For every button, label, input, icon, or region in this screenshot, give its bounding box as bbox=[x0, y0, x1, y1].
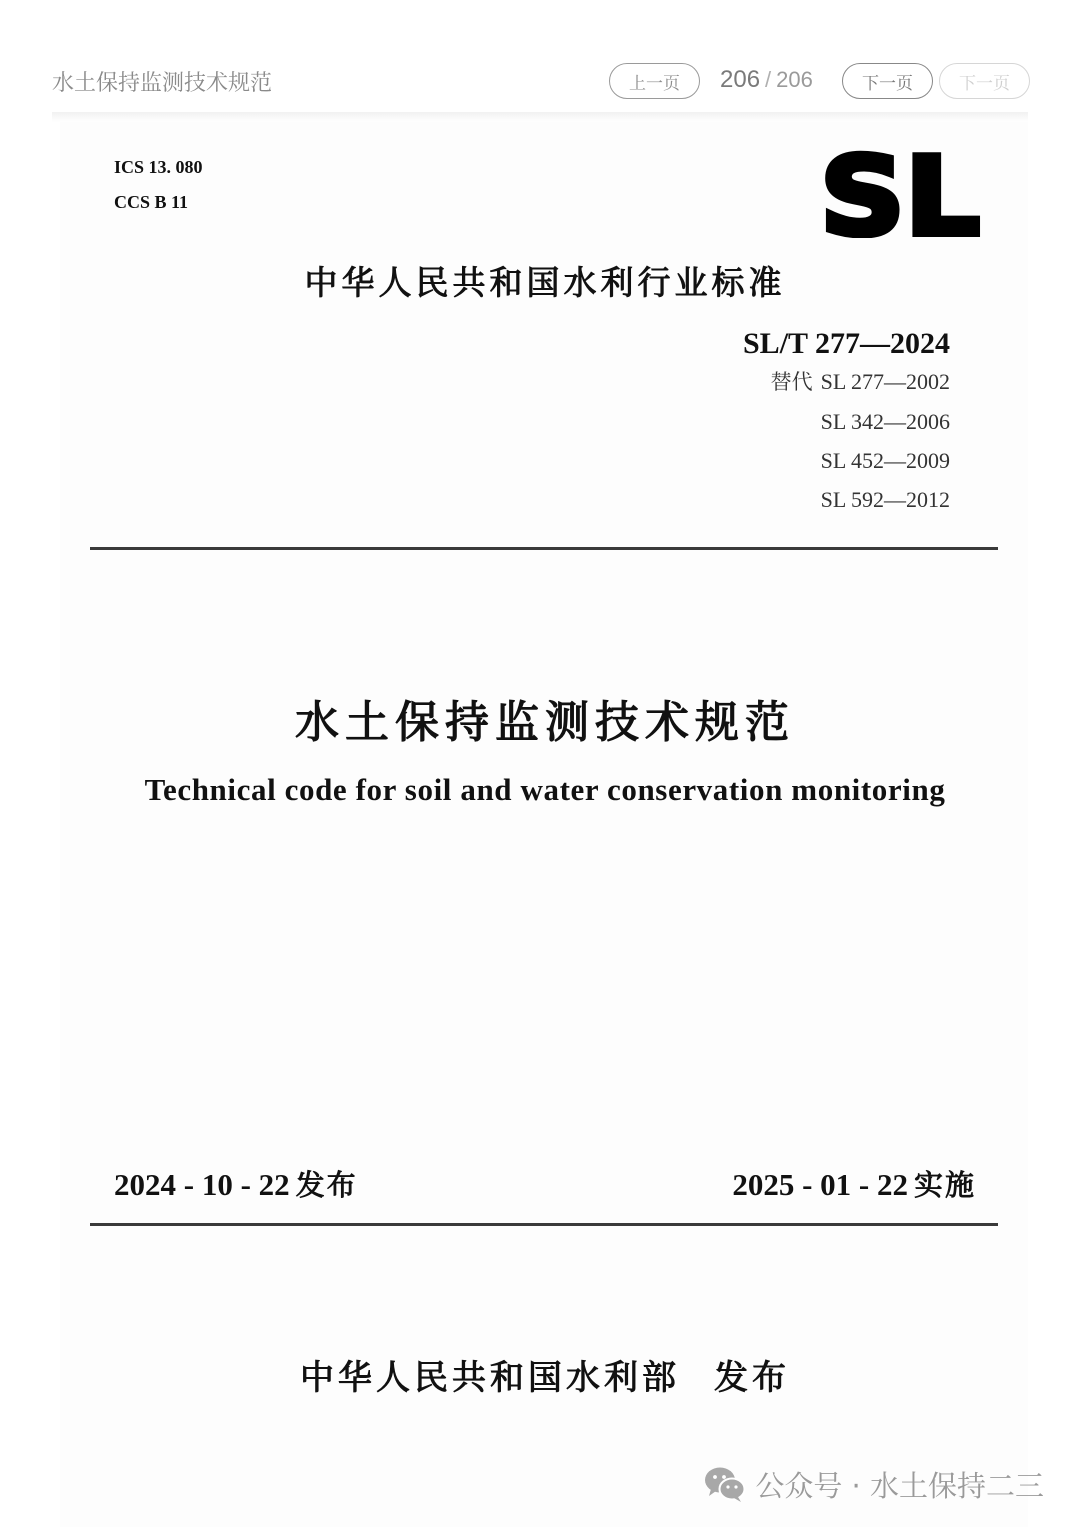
ccs-code: CCS B 11 bbox=[114, 192, 189, 212]
standard-number: SL/T 277—2024 bbox=[743, 327, 950, 360]
issuer-line bbox=[0, 1350, 1080, 1399]
document-title: 水土保持监测技术规范 bbox=[52, 71, 273, 96]
title-chinese: 水土保持监测技术规范 bbox=[295, 697, 795, 748]
sl-logo-text: SL bbox=[820, 146, 980, 238]
total-page-number: 206 bbox=[776, 67, 813, 92]
replaced-standard-item: SL 592—2012 bbox=[820, 487, 950, 512]
replaced-standards bbox=[771, 362, 950, 519]
title-english: Technical code for soil and water conservation monitoring bbox=[144, 772, 946, 807]
page-counter bbox=[720, 66, 813, 94]
wechat-icon bbox=[703, 1464, 747, 1504]
next-page-button[interactable]: 下一页 bbox=[842, 63, 933, 99]
effective-date bbox=[732, 1163, 976, 1204]
viewer-toolbar bbox=[0, 0, 1080, 118]
top-divider bbox=[90, 547, 998, 550]
next-page-button-disabled[interactable]: 下一页 bbox=[939, 63, 1030, 99]
current-page-number: 206 bbox=[720, 66, 761, 93]
page-separator: / bbox=[765, 67, 772, 92]
prev-page-button[interactable]: 上一页 bbox=[609, 63, 700, 99]
effective-date-value: 2025 - 01 - 22 bbox=[732, 1167, 908, 1202]
bottom-divider bbox=[90, 1223, 998, 1226]
sl-logo bbox=[820, 146, 982, 238]
ics-code: ICS 13. 080 bbox=[114, 157, 203, 177]
replaces-label: 替代 bbox=[770, 370, 813, 394]
publish-label: 发布 bbox=[295, 1168, 358, 1202]
effective-label: 实施 bbox=[913, 1168, 976, 1202]
replaced-standard-item: SL 452—2009 bbox=[820, 448, 950, 473]
publish-date bbox=[114, 1163, 358, 1204]
watermark-text: 公众号 · 水土保持二三 bbox=[755, 1468, 1044, 1503]
publish-date-value: 2024 - 10 - 22 bbox=[114, 1167, 290, 1202]
issuer-name: 中华人民共和国水利部 bbox=[300, 1358, 680, 1398]
toolbar-divider bbox=[52, 112, 1028, 122]
replaced-standard-item: 替代 SL 277—2002 bbox=[770, 369, 950, 394]
standard-type: 中华人民共和国水利行业标准 bbox=[304, 263, 786, 302]
replaced-standard-item: SL 342—2006 bbox=[820, 409, 950, 434]
issuer-action: 发布 bbox=[714, 1358, 790, 1398]
classification-codes bbox=[114, 150, 203, 220]
watermark bbox=[703, 1462, 1044, 1506]
